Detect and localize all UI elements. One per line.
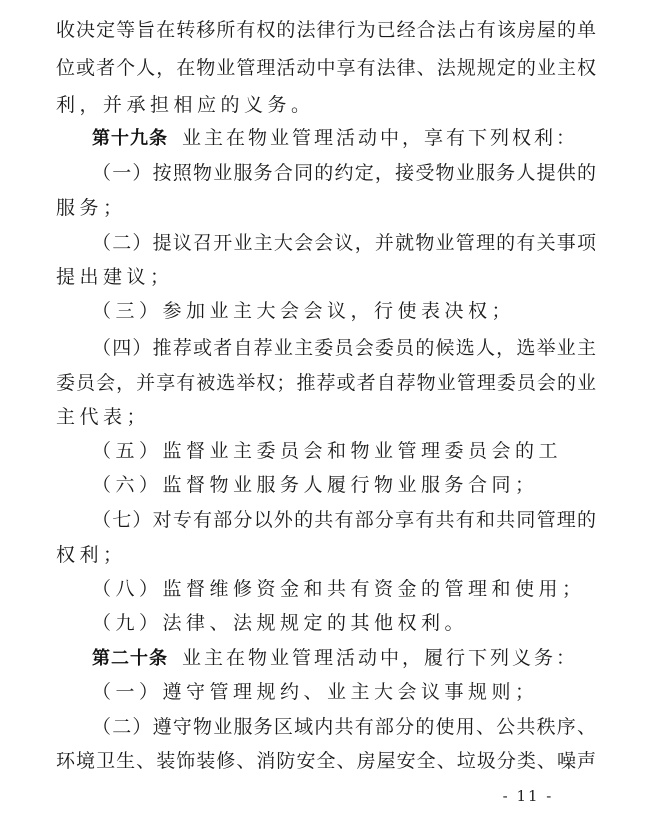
line-text: （五）监督业主委员会和物业管理委员会的工 bbox=[92, 440, 563, 462]
list-item-line bbox=[92, 296, 596, 326]
text-line bbox=[56, 262, 596, 292]
line-text: 服务； bbox=[56, 197, 127, 219]
article-heading-line bbox=[92, 123, 596, 153]
line-text: （​二​）​提​议​召​开​业​主​大​会​会​议​，​并​就​物​业​管​理​的​有​关​事​项 bbox=[92, 232, 596, 254]
line-text: 提出建议； bbox=[56, 266, 174, 288]
list-item-line bbox=[92, 333, 596, 363]
article-number: 第二十条 bbox=[92, 648, 168, 669]
article-number: 第十九条 bbox=[92, 128, 168, 149]
line-text: 利，并承担相应的义务。 bbox=[56, 94, 315, 116]
line-text: 主代表； bbox=[56, 406, 151, 428]
text-line bbox=[56, 53, 596, 83]
text-line bbox=[56, 368, 596, 398]
list-item-line bbox=[92, 712, 596, 742]
text-line bbox=[56, 15, 596, 45]
line-text: （一）遵守管理规约、业主大会议事规则； bbox=[92, 681, 539, 703]
line-text: （九）法律、法规规定的其他权利。 bbox=[92, 612, 469, 634]
text-line bbox=[56, 746, 596, 776]
line-text: 收​决​定​等​旨​在​转​移​所​有​权​的​法​律​行​为​已​经​合​法​占​有​该​房​屋​的​单 bbox=[56, 19, 596, 41]
list-item-line bbox=[92, 436, 596, 466]
text-line bbox=[56, 540, 596, 570]
line-text: 委​员​会​，​并​享​有​被​选​举​权​；​推​荐​或​者​自​荐​物​业​管​理​委​员​会​的​业 bbox=[56, 372, 596, 394]
line-text: 位​或​者​个​人​，​在​物​业​管​理​活​动​中​享​有​法​律​、​法​规​规​定​的​业​主​权 bbox=[56, 57, 596, 79]
list-item-line bbox=[92, 158, 596, 188]
list-item-line bbox=[92, 228, 596, 258]
line-text: 权利； bbox=[56, 544, 127, 566]
line-text: （六）监督物业服务人履行物业服务合同； bbox=[92, 474, 539, 496]
line-text: （​四​）​推​荐​或​者​自​荐​业​主​委​员​会​委​员​的​候​选​人​，​选​举​业​主 bbox=[92, 337, 596, 359]
line-text: （​七​）​对​专​有​部​分​以​外​的​共​有​部​分​享​有​共​有​和​共​同​管​理​的 bbox=[92, 509, 596, 531]
list-item-line bbox=[92, 608, 596, 638]
page-number: - 11 - bbox=[502, 787, 554, 805]
line-text: （三）参加业主大会会议，行使表决权； bbox=[92, 300, 516, 322]
text-line bbox=[56, 402, 596, 432]
list-item-line bbox=[92, 470, 596, 500]
list-item-line bbox=[92, 505, 596, 535]
line-text: 环​境​卫​生​、​装​饰​装​修​、​消​防​安​全​、​房​屋​安​全​、​垃​圾​分​类​、​噪​声 bbox=[56, 750, 596, 772]
article-heading-line bbox=[92, 643, 596, 673]
list-item-line bbox=[92, 677, 596, 707]
line-text: （八）监督维修资金和共有资金的管理和使用； bbox=[92, 578, 586, 600]
line-text: （​二​）​遵​守​物​业​服​务​区​域​内​共​有​部​分​的​使​用​、​公​共​秩​序​、 bbox=[92, 716, 596, 738]
list-item-line bbox=[92, 574, 596, 604]
line-text: （​一​）​按​照​物​业​服​务​合​同​的​约​定​，​接​受​物​业​服​务​人​提​供​的 bbox=[92, 162, 596, 184]
line-text: 业主在物业管理活动中，享有下列权利： bbox=[182, 127, 579, 149]
text-line bbox=[56, 193, 596, 223]
text-line bbox=[56, 90, 596, 120]
line-text: 业主在物业管理活动中，履行下列义务： bbox=[182, 647, 579, 669]
